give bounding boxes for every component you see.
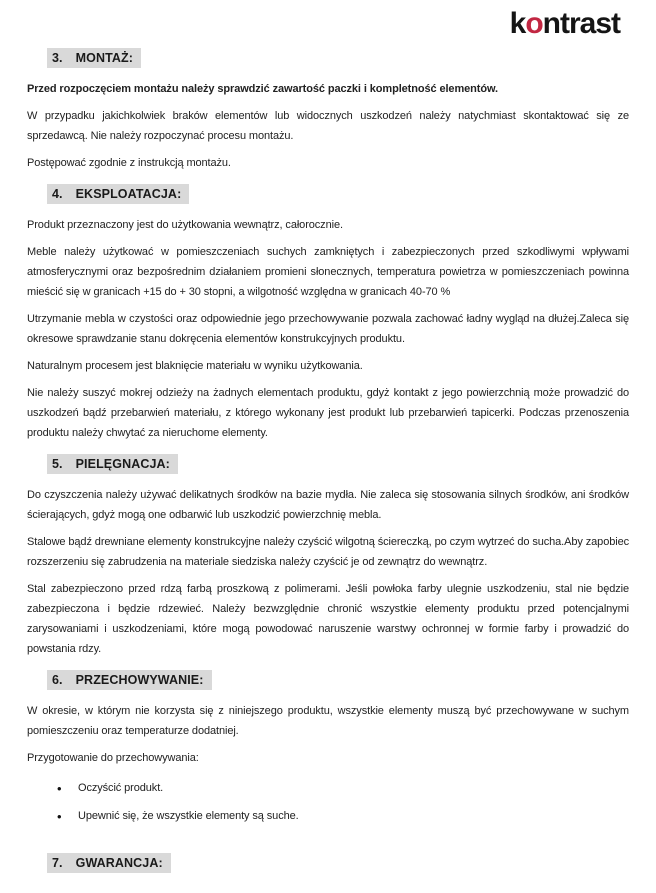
paragraph: Przed rozpoczęciem montażu należy sprawdzić zawartość paczki i kompletność elementów.	[27, 83, 498, 95]
paragraph: Stalowe bądź drewniane elementy konstrukcyjne należy czyścić wilgotną ściereczką, po czym wytrzeć do sucha.Aby zapobiec rozszerzeniu się zabrudzenia na materiale siedziska należy czyścić je od zewnątrz do wewnątrz.	[27, 536, 629, 568]
list-item: • Oczyścić produkt.	[57, 778, 629, 799]
paragraph: Postępować zgodnie z instrukcją montażu.	[27, 157, 231, 169]
section-heading-pielegnacja	[47, 454, 178, 474]
heading-row	[27, 450, 629, 485]
logo-text-prefix: k	[509, 7, 526, 40]
storage-preparation-list	[27, 778, 629, 827]
heading-row	[27, 666, 629, 701]
logo-text-suffix: ntrast	[542, 7, 620, 40]
paragraph: Stal zabezpieczono przed rdzą farbą proszkową z polimerami. Jeśli powłoka farby ulegnie uszkodzeniu, stal nie będzie zabezpieczona i będzie rdzewieć. Należy bezwzględnie chronić wszystkie elementy produktu przed potencjalnymi zarysowaniami i uszkodzeniami, które mogą powodować naruszenie warstwy ochronnej w formie farby i prowadzić do powstania rdzy.	[27, 583, 629, 655]
section-pielegnacja	[27, 450, 629, 659]
section-number: 7.	[52, 856, 63, 870]
paragraph: Nie należy suszyć mokrej odzieży na żadnych elementach produktu, gdyż kontakt z jego powierzchnią może prowadzić do uszkodzeń bądź przebarwień materiału, z którego wykonany jest produkt lub przebarwień tapicerki. Podczas przenoszenia produktu należy chwytać za nieruchome elementy.	[27, 387, 629, 439]
section-eksploatacja	[27, 180, 629, 443]
section-montaz	[27, 44, 629, 173]
kontrast-logo	[510, 6, 620, 42]
section-number: 6.	[52, 673, 63, 687]
section-number: 3.	[52, 51, 63, 65]
heading-row	[27, 180, 629, 215]
paragraph: Utrzymanie mebla w czystości oraz odpowiednie jego przechowywanie pozwala zachować ładny wygląd na dłużej.Zaleca się okresowe sprawdzanie stanu dokręcenia elementów konstrukcyjnych produktu.	[27, 313, 629, 345]
logo-red-o: o	[525, 7, 543, 40]
section-title: MONTAŻ:	[75, 51, 134, 65]
section-title: GWARANCJA:	[75, 856, 163, 870]
section-title: EKSPLOATACJA:	[75, 187, 182, 201]
section-przechowywanie	[27, 666, 629, 827]
section-title: PRZECHOWYWANIE:	[75, 673, 204, 687]
paragraph: Naturalnym procesem jest blaknięcie materiału w wyniku użytkowania.	[27, 360, 363, 372]
section-number: 5.	[52, 457, 63, 471]
section-gwarancja	[27, 839, 629, 884]
paragraph: Przygotowanie do przechowywania:	[27, 752, 199, 764]
paragraph: Meble należy użytkować w pomieszczeniach suchych zamkniętych i zabezpieczonych przed szkodliwymi wpływami atmosferycznymi oraz bezpośrednim działaniem promieni słonecznych, temperatura powietrza w pomieszczeniach powinna mieścić się w granicach +15 do + 30 stopni, a wilgotność względna w granicach 40-70 %	[27, 246, 629, 298]
section-heading-eksploatacja	[47, 184, 189, 204]
section-heading-przechowywanie	[47, 670, 212, 690]
paragraph: W przypadku jakichkolwiek braków elementów lub widocznych uszkodzeń należy natychmiast skontaktować się ze sprzedawcą. Nie należy rozpoczynać procesu montażu.	[27, 110, 629, 142]
section-title: PIELĘGNACJA:	[75, 457, 170, 471]
paragraph: Produkt przeznaczony jest do użytkowania wewnątrz, całorocznie.	[27, 219, 343, 231]
paragraph: Do czyszczenia należy używać delikatnych środków na bazie mydła. Nie zaleca się stosowania silnych środków, ani środków ścierających, gdyż mogą one odbarwić lub uszkodzić powierzchnię mebla.	[27, 489, 629, 521]
section-number: 4.	[52, 187, 63, 201]
section-heading-gwarancja	[47, 853, 171, 873]
paragraph: W okresie, w którym nie korzysta się z niniejszego produktu, wszystkie elementy muszą być przechowywane w suchym pomieszczeniu oraz temperaturze dodatniej.	[27, 705, 629, 737]
heading-row	[27, 839, 629, 884]
section-heading-montaz	[47, 48, 141, 68]
heading-row	[27, 44, 629, 79]
list-item: • Upewnić się, że wszystkie elementy są suche.	[57, 806, 629, 827]
